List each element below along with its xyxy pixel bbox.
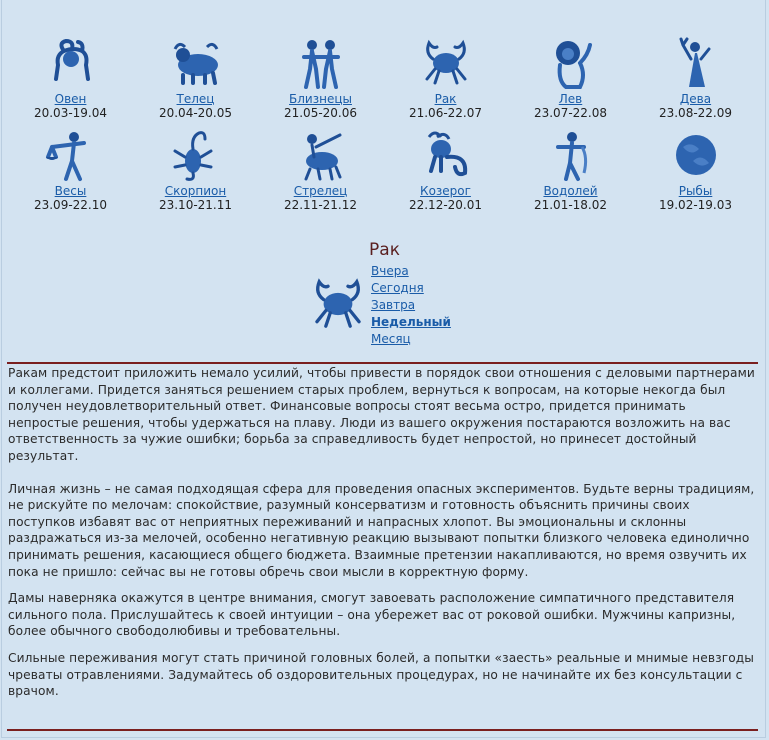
cancer-icon — [308, 273, 368, 335]
horoscope-text — [8, 365, 760, 710]
libra-icon[interactable] — [44, 127, 98, 183]
sign-dates: 21.05-20.06 — [283, 106, 358, 120]
sign-name[interactable]: Дева — [679, 92, 712, 106]
sign-name[interactable]: Весы — [54, 184, 87, 198]
horoscope-paragraph: Ракам предстоит приложить немало усилий, чтобы привести в порядок свои отношения с деловыми партнерами и коллегами. Придется заняться решением старых проблем, вернуться к вопросам, на которые некогда был получен неудовлетворительный ответ. Финансовые вопросы стоят весьма остро, придется принимать непростые решения, чтобы удержаться на плаву. Люди из вашего окружения постараются возложить на вас ответственность за чужие ошибки; борьба за справедливость будет непростой, но принесет достойный результат. — [8, 366, 755, 463]
sign-dates: 23.08-22.09 — [658, 106, 733, 120]
zodiac-sign-capricorn[interactable] — [383, 124, 508, 216]
sign-name[interactable]: Близнецы — [289, 92, 352, 106]
horoscope-paragraph: Личная жизнь – не самая подходящая сфера для проведения опасных экспериментов. Будьте верны традициям, не рискуйте по мелочам: спокойствие, разумный консерватизм и готовность объяснить причины своих поступков избавят вас от неприятных переживаний и напрасных хлопот. Вы эмоциональны и склонны раздражаться из-за мелочей, особенно негативную реакцию вызывают попытки близкого человека единолично принимать решения, касающиеся общего бюджета. Взаимные претензии накапливаются, но время озвучить их пока не пришло: сейчас вы не готовы обречь свои мысли в корректную форму. — [8, 481, 755, 579]
zodiac-grid — [8, 32, 758, 216]
sign-dates: 23.10-21.11 — [158, 198, 233, 212]
sign-dates: 20.04-20.05 — [158, 106, 233, 120]
zodiac-sign-leo[interactable] — [508, 32, 633, 124]
aries-icon[interactable] — [44, 35, 98, 91]
sign-dates: 20.03-19.04 — [33, 106, 108, 120]
sign-dates: 22.12-20.01 — [408, 198, 483, 212]
zodiac-sign-libra[interactable] — [8, 124, 133, 216]
zodiac-sign-aries[interactable] — [8, 32, 133, 124]
zodiac-sign-cancer[interactable] — [383, 32, 508, 124]
zodiac-sign-gemini[interactable] — [258, 32, 383, 124]
sign-name[interactable]: Стрелец — [293, 184, 348, 198]
capricorn-icon[interactable] — [419, 127, 473, 183]
zodiac-sign-scorpio[interactable] — [133, 124, 258, 216]
zodiac-sign-pisces[interactable] — [633, 124, 758, 216]
current-sign-title: Рак — [369, 240, 400, 260]
sign-name[interactable]: Рак — [434, 92, 457, 106]
cancer-icon[interactable] — [419, 35, 473, 91]
zodiac-sign-taurus[interactable] — [133, 32, 258, 124]
zodiac-sign-aquarius[interactable] — [508, 124, 633, 216]
zodiac-sign-sagittarius[interactable] — [258, 124, 383, 216]
leo-icon[interactable] — [544, 35, 598, 91]
sign-name[interactable]: Овен — [54, 92, 87, 106]
scorpio-icon[interactable] — [169, 127, 223, 183]
horoscope-paragraph: Сильные переживания могут стать причиной головных болей, а попытки «заесть» реальные и мнимые невзгоды чреваты отравлениями. Задумайтесь об оздоровительных процедурах, но не начинайте их без консультации с врачом. — [8, 650, 755, 699]
sign-name[interactable]: Лев — [558, 92, 583, 106]
aquarius-icon[interactable] — [544, 127, 598, 183]
period-month[interactable]: Месяц — [371, 332, 411, 346]
sign-name[interactable]: Скорпион — [164, 184, 227, 198]
period-today[interactable]: Сегодня — [371, 281, 424, 295]
zodiac-sign-virgo[interactable] — [633, 32, 758, 124]
period-weekly[interactable]: Недельный — [371, 315, 451, 329]
sagittarius-icon[interactable] — [294, 127, 348, 183]
sign-dates: 19.02-19.03 — [658, 198, 733, 212]
pisces-icon[interactable] — [669, 127, 723, 183]
period-menu — [371, 263, 451, 348]
sign-dates: 21.01-18.02 — [533, 198, 608, 212]
divider-bottom — [7, 729, 758, 731]
sign-name[interactable]: Козерог — [420, 184, 471, 198]
sign-dates: 23.07-22.08 — [533, 106, 608, 120]
taurus-icon[interactable] — [169, 35, 223, 91]
sign-dates: 22.11-21.12 — [283, 198, 358, 212]
horoscope-paragraph: Дамы наверняка окажутся в центре внимания, смогут завоевать расположение симпатичного представителя сильного пола. Прислушайтесь к своей интуиции – она убережет вас от роковой ошибки. Мужчины капризны, более обычного свободолюбивы и требовательны. — [8, 591, 736, 639]
sign-name[interactable]: Рыбы — [678, 184, 713, 198]
gemini-icon[interactable] — [294, 35, 348, 91]
sign-dates: 23.09-22.10 — [33, 198, 108, 212]
divider-top — [7, 362, 758, 364]
period-tomorrow[interactable]: Завтра — [371, 298, 416, 312]
sign-dates: 21.06-22.07 — [408, 106, 483, 120]
period-yesterday[interactable]: Вчера — [371, 264, 409, 278]
sign-name[interactable]: Водолей — [543, 184, 598, 198]
virgo-icon[interactable] — [669, 35, 723, 91]
sign-name[interactable]: Телец — [176, 92, 215, 106]
